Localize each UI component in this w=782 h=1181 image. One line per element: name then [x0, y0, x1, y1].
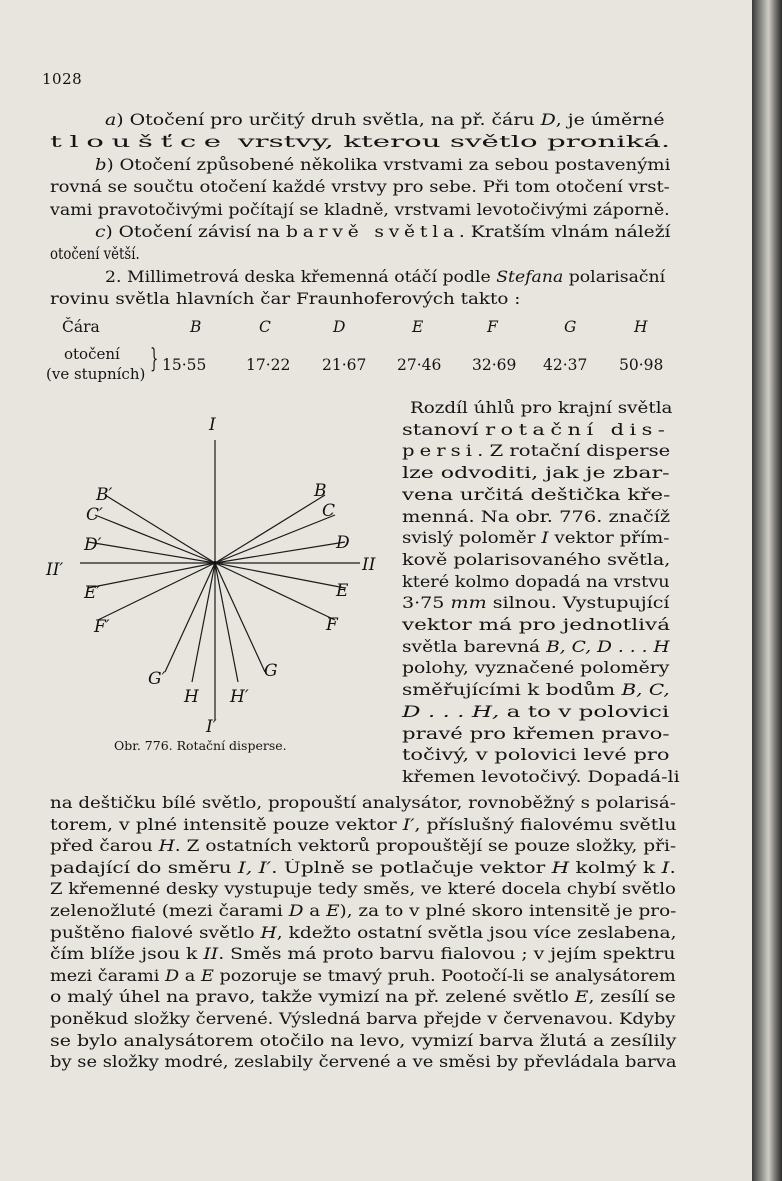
- vector-F-prime: [98, 563, 215, 620]
- text-run: se bylo analysátorem otočilo na levo, vymizí barva žlutá a zesílily: [50, 1031, 677, 1050]
- table-header-cell: G: [564, 318, 577, 336]
- right-lines-line: [402, 572, 670, 592]
- label-H-prime: H′: [230, 687, 249, 707]
- text-run: světla barevná: [402, 637, 547, 656]
- text-run: vrstvy, kterou světlo proniká.: [228, 133, 671, 152]
- table-header-cell: C: [259, 318, 271, 336]
- text-run: a: [303, 902, 327, 920]
- text-run: , je úměrné: [555, 111, 665, 129]
- figure-caption: Obr. 776. Rotační disperse.: [114, 738, 287, 753]
- intro-lines-line: [95, 155, 670, 175]
- table-value-cell: 50·98: [619, 356, 664, 374]
- right-lines-line: [402, 658, 669, 678]
- label-D-prime: D′: [84, 535, 102, 555]
- text-run: mezi čarami: [50, 966, 166, 985]
- text-run: ) Otočení způsobené několika vrstvami za sebou postavenými: [106, 155, 671, 174]
- vector-D-prime: [88, 542, 215, 563]
- text-run: pozoruje se tmavý pruh. Pootočí-li se analysátorem: [213, 966, 676, 985]
- text-run: 3·75: [402, 594, 451, 613]
- vector-E-prime: [88, 563, 215, 588]
- table-value-cell: 15·55: [162, 356, 207, 374]
- text-run: a to v polovici: [499, 702, 670, 721]
- text-run: B, C,: [621, 681, 670, 700]
- table-row-label-unit: (ve stupních): [46, 365, 146, 383]
- text-run: H: [260, 923, 277, 942]
- label-G: G: [264, 661, 278, 681]
- text-run: směřujícími k bodům: [402, 681, 622, 700]
- text-run: mm: [450, 594, 487, 613]
- text-run: ) Otočení závisí na: [105, 223, 286, 241]
- text-run: . Kratším vlnám náleží: [458, 223, 671, 241]
- table-brace: }: [150, 344, 159, 374]
- text-run: , kdežto ostatní světla jsou více zeslabena,: [276, 923, 677, 942]
- text-run: I: [661, 858, 670, 877]
- right-lines-line: [402, 463, 670, 483]
- bottom-lines-line: [50, 901, 676, 921]
- text-run: persi: [402, 442, 478, 461]
- right-lines-line: [402, 637, 670, 657]
- bottom-lines-line: [50, 923, 677, 943]
- label-B: B: [314, 481, 327, 501]
- table-header-cell: D: [333, 318, 346, 336]
- label-D: D: [336, 533, 350, 553]
- text-run: polohy, vyznačené poloměry: [402, 659, 670, 678]
- text-run: Z křemenné desky vystupuje tedy směs, ve které docela chybí světlo: [50, 880, 676, 899]
- bottom-lines-line: [50, 1052, 677, 1072]
- label-C-prime: C′: [86, 505, 103, 525]
- intro-lines-line: [105, 267, 665, 287]
- table-header-cell: H: [634, 318, 648, 336]
- table-value-cell: 32·69: [472, 356, 517, 374]
- text-run: c: [95, 223, 106, 241]
- vector-F: [215, 563, 335, 620]
- right-lines-line: [410, 398, 672, 418]
- center-point: [213, 561, 217, 565]
- text-run: . Z rotační disperse: [477, 442, 671, 461]
- bottom-lines-line: [50, 879, 676, 899]
- text-run: . Směs má proto barvu fialovou ; v jejím spektru: [218, 945, 676, 964]
- text-run: které kolmo dopadá na vrstvu: [402, 572, 670, 591]
- right-lines-line: [402, 767, 680, 787]
- table-row-label-cara: Čára: [62, 318, 100, 336]
- text-run: b: [95, 155, 107, 174]
- table-value-cell: 42·37: [543, 356, 588, 374]
- right-lines-line: [402, 420, 670, 440]
- text-run: , příslušný fialovému světlu: [414, 815, 677, 834]
- bottom-lines-line: [50, 793, 676, 813]
- table-value-cell: 17·22: [246, 356, 291, 374]
- table-value-cell: 27·46: [397, 356, 442, 374]
- rotation-dispersion-figure: [40, 410, 380, 750]
- text-run: čím blíže jsou k: [50, 945, 204, 964]
- text-run: o malý úhel na pravo, takže vymizí na př. zelené světlo: [50, 988, 575, 1007]
- text-run: otočení větší.: [50, 245, 140, 264]
- text-run: ) Otočení pro určitý druh světla, na př. čáru: [116, 111, 541, 129]
- text-run: Rozdíl úhlů pro krajní světla: [410, 399, 673, 417]
- text-run: křemen levotočivý. Dopadá-li: [402, 767, 680, 786]
- label-F: F: [326, 615, 338, 635]
- text-run: II: [203, 945, 219, 964]
- table-header-cell: E: [412, 318, 424, 336]
- text-run: rovná se součtu otočení každé vrstvy pro sebe. Při tom otočení vrst-: [50, 178, 670, 197]
- label-I: I: [209, 415, 216, 435]
- vector-G: [215, 563, 265, 672]
- table-header-cell: F: [487, 318, 498, 336]
- text-run: H: [551, 858, 570, 877]
- text-run: vektor přím-: [548, 529, 670, 548]
- text-run: E: [200, 966, 214, 985]
- vector-C-prime: [95, 515, 215, 563]
- intro-lines-line: [50, 132, 670, 152]
- text-run: D: [540, 111, 556, 129]
- label-II-prime: II′: [46, 560, 64, 580]
- text-run: H: [158, 837, 175, 856]
- text-run: E: [574, 988, 589, 1007]
- text-run: D: [288, 902, 304, 920]
- bottom-lines-line: [50, 836, 676, 856]
- label-C: C: [322, 501, 336, 521]
- text-run: a: [105, 111, 117, 129]
- vector-H: [192, 563, 215, 682]
- text-run: poněkud složky červené. Výsledná barva přejde v červenavou. Kdyby: [50, 1010, 676, 1028]
- vector-C: [215, 515, 335, 563]
- vector-H-prime: [215, 563, 238, 682]
- book-edge: [752, 0, 782, 1181]
- label-G-prime: G′: [148, 669, 166, 689]
- text-run: vektor má pro jednotlivá: [402, 616, 671, 634]
- right-lines-line: [402, 441, 670, 461]
- text-run: zelenožluté (mezi čarami: [50, 902, 289, 920]
- table-value-cell: 21·67: [322, 356, 367, 374]
- text-run: ), za to v plné skoro intensitě je pro-: [339, 902, 677, 920]
- text-run: kově polarisovaného světla,: [402, 550, 671, 569]
- label-E-prime: E′: [84, 583, 101, 603]
- text-run: barvě světla: [285, 223, 459, 241]
- bottom-lines-line: [50, 1009, 676, 1029]
- text-run: točivý, v polovici levé pro: [402, 746, 670, 765]
- label-E: E: [336, 581, 349, 601]
- text-run: menná. Na obr. 776. značíž: [402, 507, 671, 526]
- text-run: před čarou: [50, 837, 159, 856]
- text-run: 2. Millimetrová deska křemenná otáčí podle: [105, 267, 497, 286]
- right-lines-line: [402, 528, 669, 548]
- right-lines-line: [402, 724, 670, 744]
- table-header-cell: B: [190, 318, 202, 336]
- text-run: I′: [402, 815, 415, 834]
- page-number: 1028: [42, 70, 83, 88]
- label-II: II: [362, 555, 376, 575]
- text-run: torem, v plné intensitě pouze vektor: [50, 815, 403, 834]
- right-lines-line: [402, 507, 670, 527]
- intro-lines-line: [95, 222, 670, 242]
- text-run: rotační dis-: [485, 420, 671, 439]
- text-run: kolmý k: [569, 858, 662, 877]
- text-run: padající do směru: [50, 858, 238, 877]
- vector-G-prime: [165, 563, 215, 672]
- bottom-lines-line: [50, 944, 675, 964]
- right-lines-line: [402, 593, 670, 613]
- vector-B-prime: [105, 495, 215, 563]
- right-lines-line: [402, 550, 670, 570]
- text-run: vami pravotočivými počítají se kladně, vrstvami levotočivými záporně.: [50, 200, 670, 219]
- right-lines-line: [402, 615, 670, 635]
- text-run: E: [326, 902, 340, 920]
- vector-D: [215, 542, 345, 563]
- text-run: by se složky modré, zeslabily červené a ve směsi by převládala barva: [50, 1053, 677, 1072]
- text-run: vena určitá deštička kře-: [402, 485, 671, 504]
- right-lines-line: [402, 485, 670, 505]
- bottom-lines-line: [50, 815, 677, 835]
- bottom-lines-line: [50, 966, 676, 986]
- text-run: , zesílí se: [588, 988, 676, 1007]
- intro-lines-line: [105, 110, 665, 130]
- text-run: lze odvoditi, jak je zbar-: [402, 464, 670, 483]
- bottom-lines-line: [50, 1031, 676, 1051]
- label-B-prime: B′: [96, 485, 113, 505]
- intro-lines-line: [50, 177, 670, 197]
- text-run: . Z ostatních vektorů propouštějí se pouze složky, při-: [174, 837, 677, 856]
- right-lines-line: [402, 745, 670, 765]
- right-lines-line: [402, 702, 669, 722]
- text-run: na deštičku bílé světlo, propouští analysátor, rovnoběžný s polarisá-: [50, 794, 676, 812]
- text-run: svislý poloměr: [402, 529, 542, 548]
- text-run: . Úplně se potlačuje vektor: [271, 858, 552, 877]
- text-run: stanoví: [402, 420, 486, 439]
- table-row-label-otoceni: otočení: [64, 345, 120, 363]
- intro-lines-line: [50, 289, 520, 309]
- text-run: I, I′: [237, 858, 272, 877]
- intro-lines-line: [50, 244, 140, 264]
- text-run: D . . . H,: [402, 702, 500, 721]
- label-H: H: [184, 687, 199, 707]
- text-run: polarisační: [563, 267, 666, 286]
- text-run: a: [179, 966, 201, 985]
- intro-lines-line: [50, 200, 670, 220]
- text-run: puštěno fialové světlo: [50, 923, 261, 942]
- text-run: silnou. Vystupující: [486, 594, 670, 613]
- text-run: I: [541, 529, 549, 548]
- text-run: D: [165, 966, 180, 985]
- vector-E: [215, 563, 345, 588]
- text-run: .: [669, 858, 676, 877]
- label-F-prime: F′: [94, 617, 110, 637]
- bottom-lines-line: [50, 858, 676, 878]
- text-run: rovinu světla hlavních čar Fraunhoferových takto :: [50, 290, 521, 309]
- bottom-lines-line: [50, 987, 676, 1007]
- vector-B: [215, 495, 325, 563]
- text-run: pravé pro křemen pravo-: [402, 724, 670, 743]
- text-run: tloušťce: [50, 133, 229, 152]
- label-I-prime: I′: [206, 717, 217, 737]
- text-run: Stefana: [496, 267, 564, 286]
- right-lines-line: [402, 680, 670, 700]
- text-run: B, C, D . . . H: [546, 637, 670, 656]
